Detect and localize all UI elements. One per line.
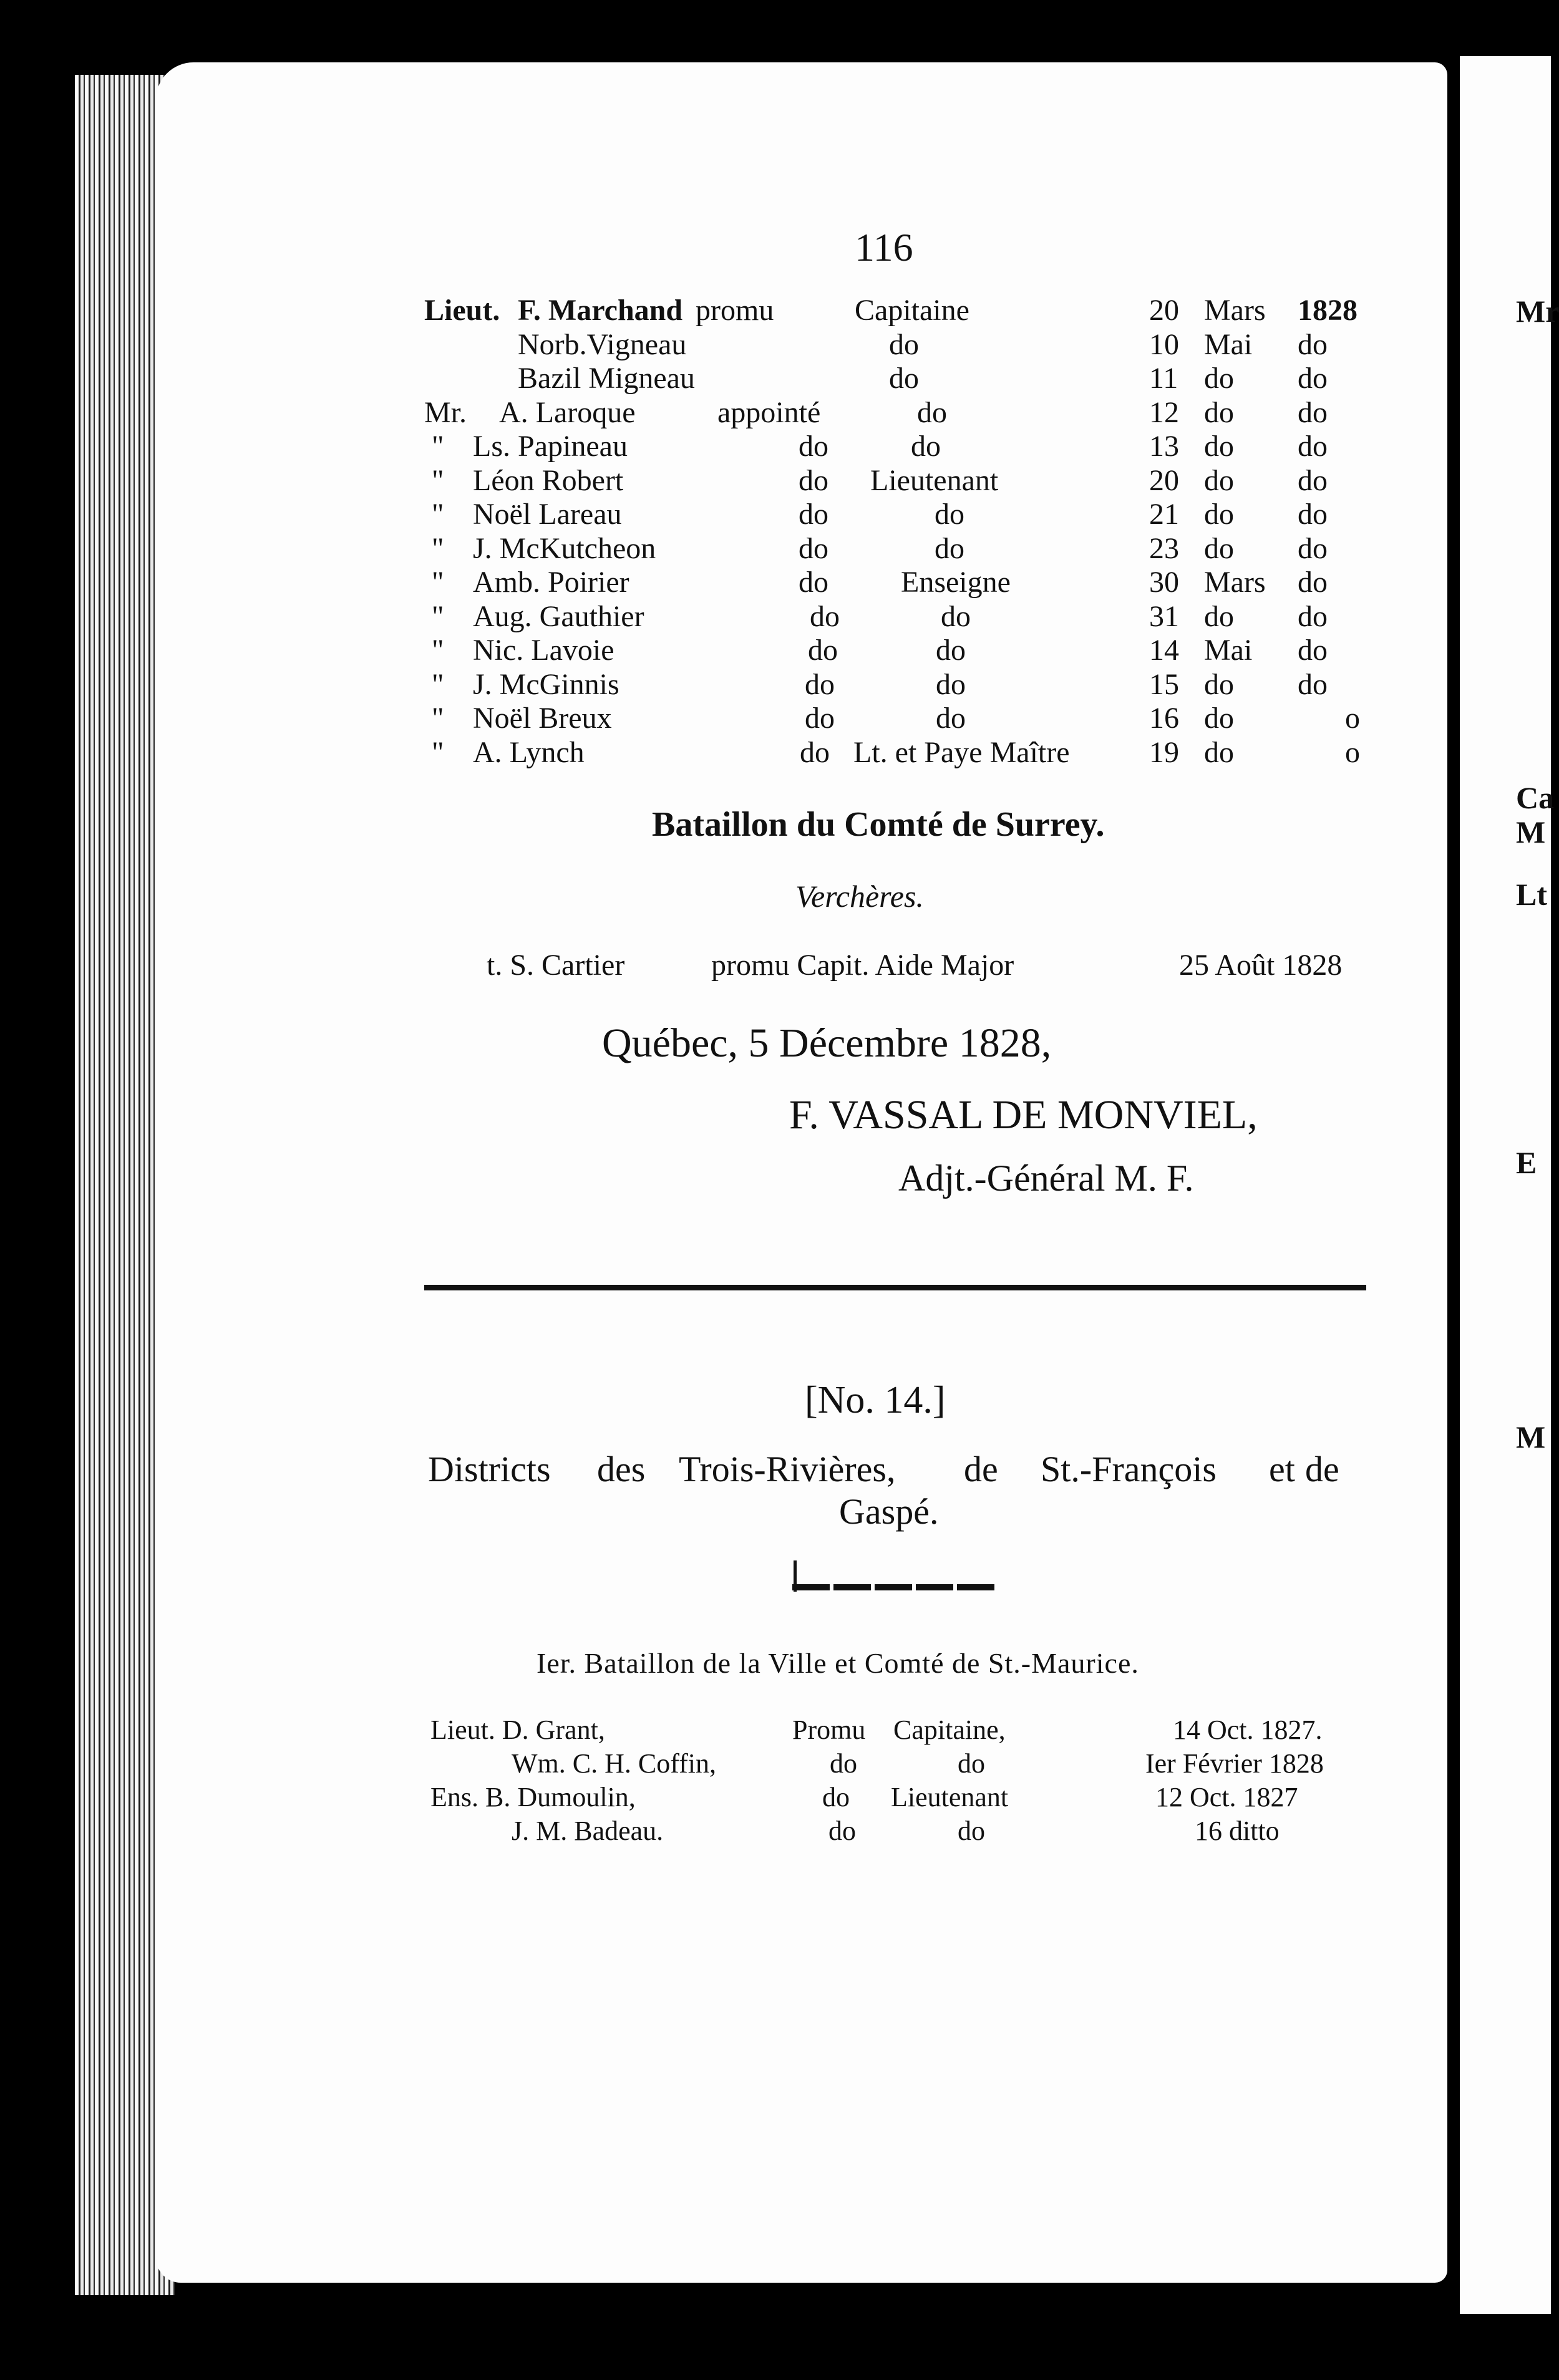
entry-year: do bbox=[1298, 634, 1328, 667]
entry-day: 16 bbox=[1149, 702, 1179, 735]
entry-rank: do bbox=[936, 634, 966, 667]
entry-month: do bbox=[1204, 702, 1234, 735]
entry-verb: appointé bbox=[717, 395, 821, 429]
districts-word: Districts bbox=[428, 1449, 551, 1489]
entry-prefix: " bbox=[432, 702, 444, 735]
entry-rank: Capitaine bbox=[855, 294, 969, 327]
entry-verb: do bbox=[799, 498, 828, 531]
fragment: Ca bbox=[1516, 780, 1555, 815]
entry-rank: Lieutenant bbox=[870, 463, 999, 497]
entry-name: Norb.Vigneau bbox=[518, 327, 687, 361]
entry-verb: do bbox=[808, 634, 838, 667]
entry-prefix: Mr. bbox=[424, 395, 467, 429]
entry-month: Mai bbox=[1204, 327, 1253, 361]
entry-month: Mars bbox=[1204, 566, 1266, 599]
cartier-text: promu Capit. Aide Major bbox=[711, 949, 1014, 982]
entry-name: Ls. Papineau bbox=[473, 430, 628, 463]
entry-day: 10 bbox=[1149, 327, 1179, 361]
entry-verb: do bbox=[805, 702, 835, 735]
divider-rule bbox=[424, 1285, 1366, 1290]
entry-rank: do bbox=[917, 395, 947, 429]
entry-name: Lieut. D. Grant, bbox=[430, 1715, 605, 1745]
maurice-row bbox=[0, 1781, 1551, 1814]
entry-prefix: " bbox=[432, 566, 444, 599]
entry-year: do bbox=[1298, 463, 1328, 497]
signoff-title: Adjt.-Général M. F. bbox=[898, 1158, 1194, 1199]
entry-name: Nic. Lavoie bbox=[473, 634, 614, 667]
entry-year: do bbox=[1298, 327, 1328, 361]
entry-verb: do bbox=[805, 667, 835, 701]
entry-prefix: Lieut. bbox=[424, 294, 500, 327]
entry-name: Noël Lareau bbox=[473, 498, 622, 531]
entry-name: Wm. C. H. Coffin, bbox=[512, 1748, 716, 1779]
entry-prefix: " bbox=[432, 735, 444, 769]
entry-rank: do bbox=[941, 599, 971, 633]
promotion-row bbox=[0, 327, 1551, 360]
entry-day: 13 bbox=[1149, 430, 1179, 463]
entry-name: J. M. Badeau. bbox=[512, 1816, 664, 1846]
entry-prefix: " bbox=[432, 463, 444, 497]
entry-rank: do bbox=[958, 1748, 985, 1779]
districts-heading bbox=[0, 1448, 1551, 1492]
entry-verb: Promu bbox=[792, 1715, 866, 1745]
ornament-rule bbox=[792, 1584, 998, 1590]
entry-prefix: " bbox=[432, 498, 444, 531]
entry-verb: do bbox=[799, 531, 828, 565]
entry-month: Mai bbox=[1204, 634, 1253, 667]
entry-verb: do bbox=[830, 1748, 857, 1779]
entry-month: do bbox=[1204, 531, 1234, 565]
entry-year: do bbox=[1298, 498, 1328, 531]
entry-verb: do bbox=[799, 566, 828, 599]
entry-prefix: " bbox=[432, 599, 444, 633]
entry-name: A. Laroque bbox=[499, 395, 636, 429]
promotion-row bbox=[0, 361, 1551, 394]
maurice-row bbox=[0, 1815, 1551, 1847]
entry-prefix: " bbox=[432, 667, 444, 701]
entry-month: Mars bbox=[1204, 294, 1266, 327]
entry-year: do bbox=[1298, 362, 1328, 395]
entry-date: 12 Oct. 1827 bbox=[1155, 1782, 1298, 1812]
maurice-row bbox=[0, 1714, 1551, 1746]
entry-verb: do bbox=[810, 599, 840, 633]
entry-day: 21 bbox=[1149, 498, 1179, 531]
cartier-name: t. S. Cartier bbox=[487, 949, 625, 982]
cartier-row bbox=[0, 948, 1551, 980]
promotion-row bbox=[0, 667, 1551, 700]
entry-month: do bbox=[1204, 599, 1234, 633]
entry-rank: Enseigne bbox=[901, 566, 1011, 599]
entry-year: do bbox=[1298, 531, 1328, 565]
entry-day: 20 bbox=[1149, 463, 1179, 497]
entry-month: do bbox=[1204, 735, 1234, 769]
entry-verb: do bbox=[799, 463, 828, 497]
fragment: M bbox=[1516, 815, 1546, 849]
entry-rank: do bbox=[936, 702, 966, 735]
entry-rank: do bbox=[935, 531, 964, 565]
promotion-row bbox=[0, 395, 1551, 428]
entry-prefix: " bbox=[432, 634, 444, 667]
entry-month: do bbox=[1204, 430, 1234, 463]
districts-word: de bbox=[964, 1449, 998, 1489]
entry-year: do bbox=[1298, 566, 1328, 599]
entry-name: Léon Robert bbox=[473, 463, 624, 497]
entry-name: Aug. Gauthier bbox=[473, 599, 644, 633]
entry-rank: Lieutenant bbox=[891, 1782, 1009, 1812]
entry-year: do bbox=[1298, 599, 1328, 633]
entry-rank: do bbox=[958, 1816, 985, 1846]
entry-year: do bbox=[1298, 667, 1328, 701]
promotion-row bbox=[0, 429, 1551, 462]
promotion-row bbox=[0, 531, 1551, 564]
promotion-row bbox=[0, 463, 1551, 496]
entry-name: Bazil Migneau bbox=[518, 362, 695, 395]
entry-year: do bbox=[1298, 430, 1328, 463]
page-number: 116 bbox=[855, 225, 913, 269]
entry-name: F. Marchand bbox=[518, 294, 683, 327]
entry-prefix: " bbox=[432, 430, 444, 463]
districts-word: des bbox=[597, 1449, 646, 1489]
battalion-surrey-heading: Bataillon du Comté de Surrey. bbox=[652, 805, 1105, 844]
entry-name: A. Lynch bbox=[473, 735, 585, 769]
entry-rank: Capitaine, bbox=[893, 1715, 1006, 1745]
cartier-date: 25 Août 1828 bbox=[1179, 949, 1343, 982]
section-number: [No. 14.] bbox=[805, 1379, 946, 1421]
entry-rank: do bbox=[889, 362, 919, 395]
promotion-row bbox=[0, 599, 1551, 632]
entry-day: 30 bbox=[1149, 566, 1179, 599]
entry-year: o bbox=[1345, 702, 1360, 735]
districts-word: de bbox=[1305, 1449, 1339, 1489]
entry-verb: promu bbox=[696, 294, 774, 327]
entry-verb: do bbox=[828, 1816, 856, 1846]
entry-day: 12 bbox=[1149, 395, 1179, 429]
entry-name: J. McGinnis bbox=[473, 667, 619, 701]
entry-month: do bbox=[1204, 463, 1234, 497]
entry-rank: do bbox=[936, 667, 966, 701]
entry-verb: do bbox=[822, 1782, 850, 1812]
promotion-row bbox=[0, 565, 1551, 597]
entry-day: 11 bbox=[1149, 362, 1178, 395]
entry-year: do bbox=[1298, 395, 1328, 429]
fragment: Lt bbox=[1516, 877, 1547, 912]
entry-day: 19 bbox=[1149, 735, 1179, 769]
promotion-row bbox=[0, 633, 1551, 665]
entry-month: do bbox=[1204, 667, 1234, 701]
promotion-row bbox=[0, 293, 1551, 326]
fragment: E bbox=[1516, 1145, 1537, 1180]
maurice-row bbox=[0, 1748, 1551, 1780]
fragment: Mr bbox=[1516, 294, 1559, 329]
entry-date: 14 Oct. 1827. bbox=[1173, 1715, 1323, 1745]
entry-verb: do bbox=[800, 735, 830, 769]
battalion-maurice-heading: Ier. Bataillon de la Ville et Comté de St.-Maurice. bbox=[537, 1647, 1139, 1679]
entry-rank: do bbox=[911, 430, 941, 463]
entry-rank: Lt. et Paye Maître bbox=[853, 735, 1070, 769]
signoff-signer: F. VASSAL DE MONVIEL, bbox=[789, 1092, 1258, 1138]
promotion-row bbox=[0, 701, 1551, 733]
districts-word: St.-François bbox=[1041, 1449, 1217, 1489]
entry-year: o bbox=[1345, 735, 1360, 769]
place-vercheres: Verchères. bbox=[795, 879, 924, 914]
entry-verb: do bbox=[799, 430, 828, 463]
entry-day: 14 bbox=[1149, 634, 1179, 667]
entry-name: Amb. Poirier bbox=[473, 566, 629, 599]
entry-month: do bbox=[1204, 498, 1234, 531]
entry-month: do bbox=[1204, 362, 1234, 395]
entry-name: Ens. B. Dumoulin, bbox=[430, 1782, 636, 1812]
entry-name: Noël Breux bbox=[473, 702, 612, 735]
promotion-row bbox=[0, 735, 1551, 768]
entry-name: J. McKutcheon bbox=[473, 531, 656, 565]
entry-rank: do bbox=[935, 498, 964, 531]
entry-day: 31 bbox=[1149, 599, 1179, 633]
fragment: M bbox=[1516, 1420, 1546, 1454]
districts-heading-line2: Gaspé. bbox=[839, 1491, 939, 1532]
promotion-row bbox=[0, 497, 1551, 530]
entry-date: Ier Février 1828 bbox=[1145, 1748, 1324, 1779]
entry-year: 1828 bbox=[1298, 294, 1357, 327]
districts-word: Trois-Rivières, bbox=[679, 1449, 896, 1489]
entry-month: do bbox=[1204, 395, 1234, 429]
entry-day: 15 bbox=[1149, 667, 1179, 701]
entry-day: 20 bbox=[1149, 294, 1179, 327]
districts-word: et bbox=[1269, 1449, 1295, 1489]
entry-prefix: " bbox=[432, 531, 444, 565]
entry-date: 16 ditto bbox=[1195, 1816, 1280, 1846]
entry-day: 23 bbox=[1149, 531, 1179, 565]
signoff-place-date: Québec, 5 Décembre 1828, bbox=[602, 1020, 1052, 1066]
entry-rank: do bbox=[889, 327, 919, 361]
